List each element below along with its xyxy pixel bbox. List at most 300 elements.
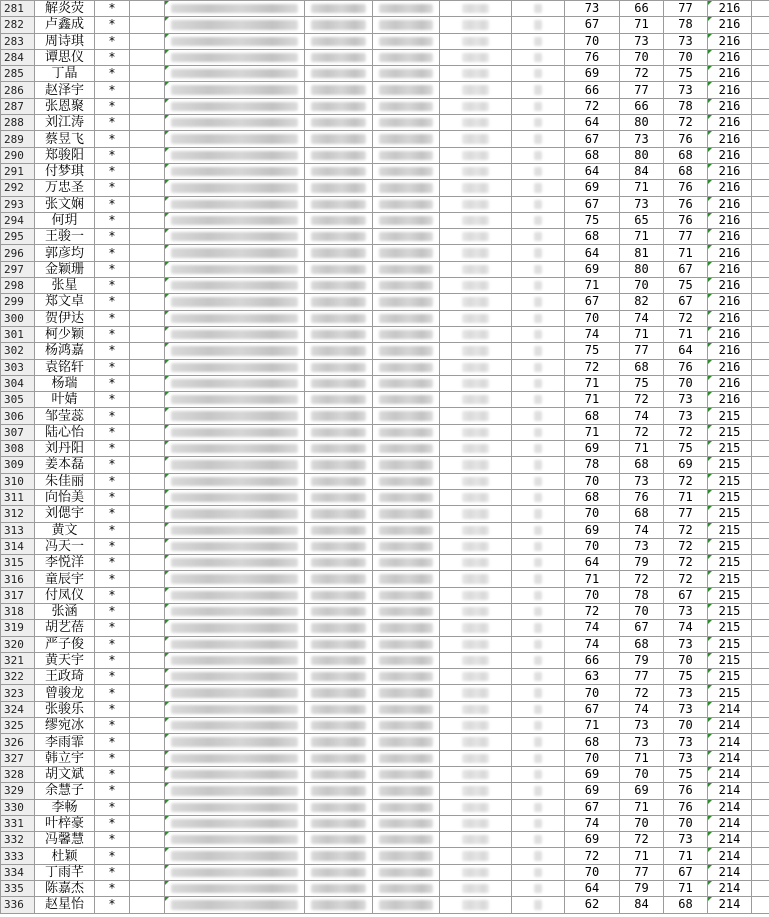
redacted-code-cell[interactable] — [305, 473, 373, 489]
redacted-cell[interactable] — [440, 33, 512, 49]
score-1-cell[interactable]: 64 — [565, 245, 620, 261]
empty-cell[interactable] — [130, 652, 165, 668]
redacted-code-cell[interactable] — [305, 620, 373, 636]
redacted-code-cell[interactable] — [373, 212, 440, 228]
redacted-id-cell[interactable] — [165, 685, 305, 701]
redacted-cell[interactable] — [512, 49, 565, 65]
redacted-code-cell[interactable] — [305, 522, 373, 538]
table-row[interactable] — [1, 17, 769, 33]
empty-cell[interactable] — [130, 66, 165, 82]
score-1-cell[interactable]: 70 — [565, 473, 620, 489]
student-name-cell[interactable]: 朱佳丽 — [35, 473, 95, 489]
redacted-cell[interactable] — [512, 620, 565, 636]
redacted-id-cell[interactable] — [165, 473, 305, 489]
empty-cell[interactable] — [752, 17, 769, 33]
table-row[interactable] — [1, 489, 769, 505]
row-number[interactable]: 292 — [1, 180, 35, 196]
score-2-cell[interactable]: 68 — [620, 506, 664, 522]
redacted-code-cell[interactable] — [305, 457, 373, 473]
student-name-cell[interactable]: 贺伊达 — [35, 310, 95, 326]
score-3-cell[interactable]: 69 — [664, 457, 708, 473]
score-1-cell[interactable]: 69 — [565, 441, 620, 457]
mark-cell[interactable]: * — [95, 98, 130, 114]
redacted-code-cell[interactable] — [373, 424, 440, 440]
total-score-cell[interactable]: 215 — [708, 424, 752, 440]
empty-cell[interactable] — [130, 848, 165, 864]
total-score-cell[interactable]: 214 — [708, 701, 752, 717]
student-name-cell[interactable]: 曾骏龙 — [35, 685, 95, 701]
mark-cell[interactable]: * — [95, 832, 130, 848]
row-number[interactable]: 330 — [1, 799, 35, 815]
total-score-cell[interactable]: 214 — [708, 832, 752, 848]
empty-cell[interactable] — [752, 408, 769, 424]
redacted-id-cell[interactable] — [165, 359, 305, 375]
total-score-cell[interactable]: 215 — [708, 620, 752, 636]
mark-cell[interactable]: * — [95, 506, 130, 522]
table-row[interactable] — [1, 359, 769, 375]
empty-cell[interactable] — [130, 326, 165, 342]
score-3-cell[interactable]: 72 — [664, 473, 708, 489]
redacted-code-cell[interactable] — [373, 196, 440, 212]
table-row[interactable] — [1, 49, 769, 65]
redacted-cell[interactable] — [440, 457, 512, 473]
score-2-cell[interactable]: 72 — [620, 832, 664, 848]
mark-cell[interactable]: * — [95, 636, 130, 652]
redacted-code-cell[interactable] — [373, 441, 440, 457]
redacted-cell[interactable] — [440, 473, 512, 489]
mark-cell[interactable]: * — [95, 343, 130, 359]
score-2-cell[interactable]: 80 — [620, 115, 664, 131]
total-score-cell[interactable]: 214 — [708, 783, 752, 799]
student-name-cell[interactable]: 郑文卓 — [35, 294, 95, 310]
score-3-cell[interactable]: 67 — [664, 261, 708, 277]
student-name-cell[interactable]: 谭思仪 — [35, 49, 95, 65]
redacted-code-cell[interactable] — [305, 82, 373, 98]
mark-cell[interactable]: * — [95, 473, 130, 489]
student-name-cell[interactable]: 向怡美 — [35, 489, 95, 505]
score-3-cell[interactable]: 73 — [664, 734, 708, 750]
empty-cell[interactable] — [130, 701, 165, 717]
total-score-cell[interactable]: 216 — [708, 147, 752, 163]
redacted-code-cell[interactable] — [305, 1, 373, 17]
row-number[interactable]: 334 — [1, 864, 35, 880]
table-row[interactable] — [1, 147, 769, 163]
redacted-cell[interactable] — [512, 652, 565, 668]
redacted-cell[interactable] — [512, 343, 565, 359]
redacted-code-cell[interactable] — [305, 326, 373, 342]
student-name-cell[interactable]: 郑骏阳 — [35, 147, 95, 163]
empty-cell[interactable] — [752, 375, 769, 391]
redacted-code-cell[interactable] — [373, 506, 440, 522]
redacted-id-cell[interactable] — [165, 326, 305, 342]
student-name-cell[interactable]: 杜颖 — [35, 848, 95, 864]
table-row[interactable] — [1, 33, 769, 49]
redacted-cell[interactable] — [440, 783, 512, 799]
mark-cell[interactable]: * — [95, 294, 130, 310]
score-3-cell[interactable]: 73 — [664, 636, 708, 652]
redacted-cell[interactable] — [512, 245, 565, 261]
student-name-cell[interactable]: 张文娴 — [35, 196, 95, 212]
score-2-cell[interactable]: 71 — [620, 326, 664, 342]
student-name-cell[interactable]: 王政琦 — [35, 669, 95, 685]
empty-cell[interactable] — [752, 766, 769, 782]
score-2-cell[interactable]: 71 — [620, 799, 664, 815]
redacted-cell[interactable] — [512, 278, 565, 294]
empty-cell[interactable] — [130, 783, 165, 799]
redacted-code-cell[interactable] — [305, 245, 373, 261]
score-1-cell[interactable]: 72 — [565, 98, 620, 114]
mark-cell[interactable]: * — [95, 33, 130, 49]
student-name-cell[interactable]: 韩立宇 — [35, 750, 95, 766]
table-row[interactable] — [1, 571, 769, 587]
score-2-cell[interactable]: 79 — [620, 881, 664, 897]
redacted-cell[interactable] — [440, 278, 512, 294]
table-row[interactable] — [1, 392, 769, 408]
score-3-cell[interactable]: 75 — [664, 669, 708, 685]
student-name-cell[interactable]: 余慧子 — [35, 783, 95, 799]
table-row[interactable] — [1, 310, 769, 326]
empty-cell[interactable] — [130, 799, 165, 815]
redacted-cell[interactable] — [440, 17, 512, 33]
empty-cell[interactable] — [130, 636, 165, 652]
redacted-code-cell[interactable] — [305, 375, 373, 391]
score-3-cell[interactable]: 76 — [664, 131, 708, 147]
mark-cell[interactable]: * — [95, 783, 130, 799]
score-2-cell[interactable]: 66 — [620, 1, 664, 17]
total-score-cell[interactable]: 216 — [708, 229, 752, 245]
redacted-cell[interactable] — [512, 408, 565, 424]
row-number[interactable]: 335 — [1, 881, 35, 897]
empty-cell[interactable] — [130, 718, 165, 734]
empty-cell[interactable] — [130, 506, 165, 522]
redacted-id-cell[interactable] — [165, 734, 305, 750]
total-score-cell[interactable]: 216 — [708, 98, 752, 114]
student-name-cell[interactable]: 蔡昱飞 — [35, 131, 95, 147]
redacted-cell[interactable] — [440, 864, 512, 880]
empty-cell[interactable] — [130, 571, 165, 587]
redacted-id-cell[interactable] — [165, 17, 305, 33]
score-2-cell[interactable]: 74 — [620, 522, 664, 538]
redacted-cell[interactable] — [440, 571, 512, 587]
score-1-cell[interactable]: 69 — [565, 832, 620, 848]
score-2-cell[interactable]: 73 — [620, 473, 664, 489]
mark-cell[interactable]: * — [95, 766, 130, 782]
mark-cell[interactable]: * — [95, 359, 130, 375]
empty-cell[interactable] — [130, 212, 165, 228]
score-2-cell[interactable]: 70 — [620, 766, 664, 782]
empty-cell[interactable] — [752, 718, 769, 734]
row-number[interactable]: 314 — [1, 538, 35, 554]
score-2-cell[interactable]: 76 — [620, 489, 664, 505]
empty-cell[interactable] — [130, 555, 165, 571]
empty-cell[interactable] — [130, 522, 165, 538]
redacted-code-cell[interactable] — [305, 636, 373, 652]
score-1-cell[interactable]: 75 — [565, 343, 620, 359]
redacted-cell[interactable] — [440, 587, 512, 603]
empty-cell[interactable] — [130, 441, 165, 457]
redacted-cell[interactable] — [440, 196, 512, 212]
redacted-id-cell[interactable] — [165, 522, 305, 538]
row-number[interactable]: 282 — [1, 17, 35, 33]
score-2-cell[interactable]: 77 — [620, 864, 664, 880]
redacted-id-cell[interactable] — [165, 310, 305, 326]
score-1-cell[interactable]: 74 — [565, 815, 620, 831]
redacted-code-cell[interactable] — [373, 897, 440, 913]
redacted-cell[interactable] — [440, 489, 512, 505]
redacted-code-cell[interactable] — [373, 82, 440, 98]
student-name-cell[interactable]: 丁晶 — [35, 66, 95, 82]
empty-cell[interactable] — [130, 489, 165, 505]
empty-cell[interactable] — [752, 82, 769, 98]
table-row[interactable] — [1, 718, 769, 734]
empty-cell[interactable] — [752, 489, 769, 505]
redacted-cell[interactable] — [512, 457, 565, 473]
score-1-cell[interactable]: 71 — [565, 424, 620, 440]
row-number[interactable]: 299 — [1, 294, 35, 310]
redacted-id-cell[interactable] — [165, 180, 305, 196]
redacted-id-cell[interactable] — [165, 783, 305, 799]
redacted-id-cell[interactable] — [165, 131, 305, 147]
score-3-cell[interactable]: 72 — [664, 571, 708, 587]
table-row[interactable] — [1, 163, 769, 179]
score-2-cell[interactable]: 78 — [620, 587, 664, 603]
redacted-code-cell[interactable] — [373, 98, 440, 114]
student-name-cell[interactable]: 卢鑫成 — [35, 17, 95, 33]
empty-cell[interactable] — [130, 457, 165, 473]
score-2-cell[interactable]: 79 — [620, 652, 664, 668]
total-score-cell[interactable]: 216 — [708, 375, 752, 391]
redacted-code-cell[interactable] — [305, 294, 373, 310]
total-score-cell[interactable]: 216 — [708, 115, 752, 131]
redacted-code-cell[interactable] — [305, 359, 373, 375]
empty-cell[interactable] — [130, 832, 165, 848]
table-row[interactable] — [1, 473, 769, 489]
empty-cell[interactable] — [752, 66, 769, 82]
redacted-code-cell[interactable] — [373, 326, 440, 342]
mark-cell[interactable]: * — [95, 82, 130, 98]
empty-cell[interactable] — [130, 864, 165, 880]
score-1-cell[interactable]: 72 — [565, 359, 620, 375]
redacted-code-cell[interactable] — [305, 147, 373, 163]
row-number[interactable]: 296 — [1, 245, 35, 261]
score-1-cell[interactable]: 71 — [565, 278, 620, 294]
redacted-cell[interactable] — [512, 17, 565, 33]
redacted-cell[interactable] — [512, 815, 565, 831]
score-3-cell[interactable]: 77 — [664, 1, 708, 17]
empty-cell[interactable] — [130, 229, 165, 245]
redacted-cell[interactable] — [512, 424, 565, 440]
redacted-id-cell[interactable] — [165, 750, 305, 766]
mark-cell[interactable]: * — [95, 718, 130, 734]
student-name-cell[interactable]: 赵星怡 — [35, 897, 95, 913]
table-row[interactable] — [1, 669, 769, 685]
row-number[interactable]: 310 — [1, 473, 35, 489]
mark-cell[interactable]: * — [95, 571, 130, 587]
row-number[interactable]: 311 — [1, 489, 35, 505]
redacted-id-cell[interactable] — [165, 815, 305, 831]
student-name-cell[interactable]: 李畅 — [35, 799, 95, 815]
row-number[interactable]: 290 — [1, 147, 35, 163]
redacted-id-cell[interactable] — [165, 98, 305, 114]
score-1-cell[interactable]: 78 — [565, 457, 620, 473]
mark-cell[interactable]: * — [95, 115, 130, 131]
score-2-cell[interactable]: 68 — [620, 636, 664, 652]
empty-cell[interactable] — [130, 245, 165, 261]
redacted-id-cell[interactable] — [165, 832, 305, 848]
table-row[interactable] — [1, 408, 769, 424]
empty-cell[interactable] — [752, 180, 769, 196]
total-score-cell[interactable]: 216 — [708, 196, 752, 212]
redacted-cell[interactable] — [440, 734, 512, 750]
redacted-cell[interactable] — [512, 261, 565, 277]
score-2-cell[interactable]: 74 — [620, 408, 664, 424]
row-number[interactable]: 303 — [1, 359, 35, 375]
empty-cell[interactable] — [130, 278, 165, 294]
empty-cell[interactable] — [130, 196, 165, 212]
mark-cell[interactable]: * — [95, 881, 130, 897]
redacted-code-cell[interactable] — [305, 278, 373, 294]
empty-cell[interactable] — [752, 1, 769, 17]
score-3-cell[interactable]: 76 — [664, 196, 708, 212]
empty-cell[interactable] — [130, 343, 165, 359]
redacted-code-cell[interactable] — [373, 49, 440, 65]
student-name-cell[interactable]: 邹莹蕊 — [35, 408, 95, 424]
score-1-cell[interactable]: 66 — [565, 82, 620, 98]
redacted-code-cell[interactable] — [305, 571, 373, 587]
row-number[interactable]: 316 — [1, 571, 35, 587]
redacted-code-cell[interactable] — [373, 180, 440, 196]
redacted-code-cell[interactable] — [373, 392, 440, 408]
redacted-cell[interactable] — [440, 636, 512, 652]
empty-cell[interactable] — [752, 473, 769, 489]
redacted-id-cell[interactable] — [165, 848, 305, 864]
row-number[interactable]: 328 — [1, 766, 35, 782]
row-number[interactable]: 318 — [1, 603, 35, 619]
score-2-cell[interactable]: 71 — [620, 750, 664, 766]
redacted-id-cell[interactable] — [165, 294, 305, 310]
score-3-cell[interactable]: 73 — [664, 392, 708, 408]
redacted-cell[interactable] — [512, 571, 565, 587]
total-score-cell[interactable]: 215 — [708, 587, 752, 603]
empty-cell[interactable] — [130, 392, 165, 408]
student-name-cell[interactable]: 缪宛冰 — [35, 718, 95, 734]
row-number[interactable]: 304 — [1, 375, 35, 391]
redacted-code-cell[interactable] — [373, 66, 440, 82]
score-3-cell[interactable]: 76 — [664, 799, 708, 815]
redacted-code-cell[interactable] — [305, 506, 373, 522]
table-row[interactable] — [1, 261, 769, 277]
total-score-cell[interactable]: 215 — [708, 408, 752, 424]
empty-cell[interactable] — [752, 359, 769, 375]
mark-cell[interactable]: * — [95, 180, 130, 196]
redacted-code-cell[interactable] — [305, 734, 373, 750]
score-1-cell[interactable]: 69 — [565, 261, 620, 277]
mark-cell[interactable]: * — [95, 212, 130, 228]
redacted-cell[interactable] — [512, 750, 565, 766]
empty-cell[interactable] — [752, 571, 769, 587]
redacted-id-cell[interactable] — [165, 115, 305, 131]
redacted-cell[interactable] — [512, 196, 565, 212]
score-2-cell[interactable]: 77 — [620, 669, 664, 685]
total-score-cell[interactable]: 214 — [708, 750, 752, 766]
redacted-id-cell[interactable] — [165, 424, 305, 440]
table-row[interactable] — [1, 66, 769, 82]
student-name-cell[interactable]: 柯少颖 — [35, 326, 95, 342]
total-score-cell[interactable]: 214 — [708, 881, 752, 897]
score-1-cell[interactable]: 71 — [565, 571, 620, 587]
table-row[interactable] — [1, 620, 769, 636]
row-number[interactable]: 329 — [1, 783, 35, 799]
score-2-cell[interactable]: 71 — [620, 229, 664, 245]
table-row[interactable] — [1, 864, 769, 880]
redacted-cell[interactable] — [512, 864, 565, 880]
total-score-cell[interactable]: 215 — [708, 652, 752, 668]
redacted-code-cell[interactable] — [305, 310, 373, 326]
total-score-cell[interactable]: 216 — [708, 261, 752, 277]
redacted-code-cell[interactable] — [305, 441, 373, 457]
score-1-cell[interactable]: 68 — [565, 147, 620, 163]
empty-cell[interactable] — [752, 278, 769, 294]
empty-cell[interactable] — [752, 441, 769, 457]
mark-cell[interactable]: * — [95, 587, 130, 603]
score-2-cell[interactable]: 73 — [620, 538, 664, 554]
student-name-cell[interactable]: 黄文 — [35, 522, 95, 538]
total-score-cell[interactable]: 215 — [708, 603, 752, 619]
redacted-cell[interactable] — [512, 848, 565, 864]
redacted-id-cell[interactable] — [165, 701, 305, 717]
redacted-code-cell[interactable] — [373, 473, 440, 489]
score-1-cell[interactable]: 75 — [565, 212, 620, 228]
student-name-cell[interactable]: 陈嘉杰 — [35, 881, 95, 897]
empty-cell[interactable] — [752, 131, 769, 147]
empty-cell[interactable] — [752, 636, 769, 652]
redacted-code-cell[interactable] — [305, 424, 373, 440]
mark-cell[interactable]: * — [95, 310, 130, 326]
score-3-cell[interactable]: 76 — [664, 359, 708, 375]
redacted-cell[interactable] — [440, 82, 512, 98]
empty-cell[interactable] — [130, 294, 165, 310]
empty-cell[interactable] — [130, 881, 165, 897]
redacted-code-cell[interactable] — [373, 163, 440, 179]
redacted-cell[interactable] — [512, 489, 565, 505]
mark-cell[interactable]: * — [95, 652, 130, 668]
redacted-id-cell[interactable] — [165, 441, 305, 457]
total-score-cell[interactable]: 215 — [708, 473, 752, 489]
mark-cell[interactable]: * — [95, 66, 130, 82]
table-row[interactable] — [1, 82, 769, 98]
score-3-cell[interactable]: 68 — [664, 147, 708, 163]
redacted-cell[interactable] — [512, 131, 565, 147]
redacted-cell[interactable] — [440, 441, 512, 457]
total-score-cell[interactable]: 216 — [708, 163, 752, 179]
empty-cell[interactable] — [752, 815, 769, 831]
empty-cell[interactable] — [752, 49, 769, 65]
score-2-cell[interactable]: 70 — [620, 49, 664, 65]
score-2-cell[interactable]: 73 — [620, 734, 664, 750]
redacted-code-cell[interactable] — [305, 832, 373, 848]
redacted-code-cell[interactable] — [305, 766, 373, 782]
redacted-cell[interactable] — [440, 750, 512, 766]
redacted-cell[interactable] — [440, 294, 512, 310]
redacted-cell[interactable] — [512, 685, 565, 701]
score-3-cell[interactable]: 72 — [664, 522, 708, 538]
score-1-cell[interactable]: 70 — [565, 33, 620, 49]
redacted-cell[interactable] — [512, 881, 565, 897]
total-score-cell[interactable]: 215 — [708, 506, 752, 522]
score-3-cell[interactable]: 67 — [664, 294, 708, 310]
redacted-id-cell[interactable] — [165, 375, 305, 391]
redacted-cell[interactable] — [440, 620, 512, 636]
